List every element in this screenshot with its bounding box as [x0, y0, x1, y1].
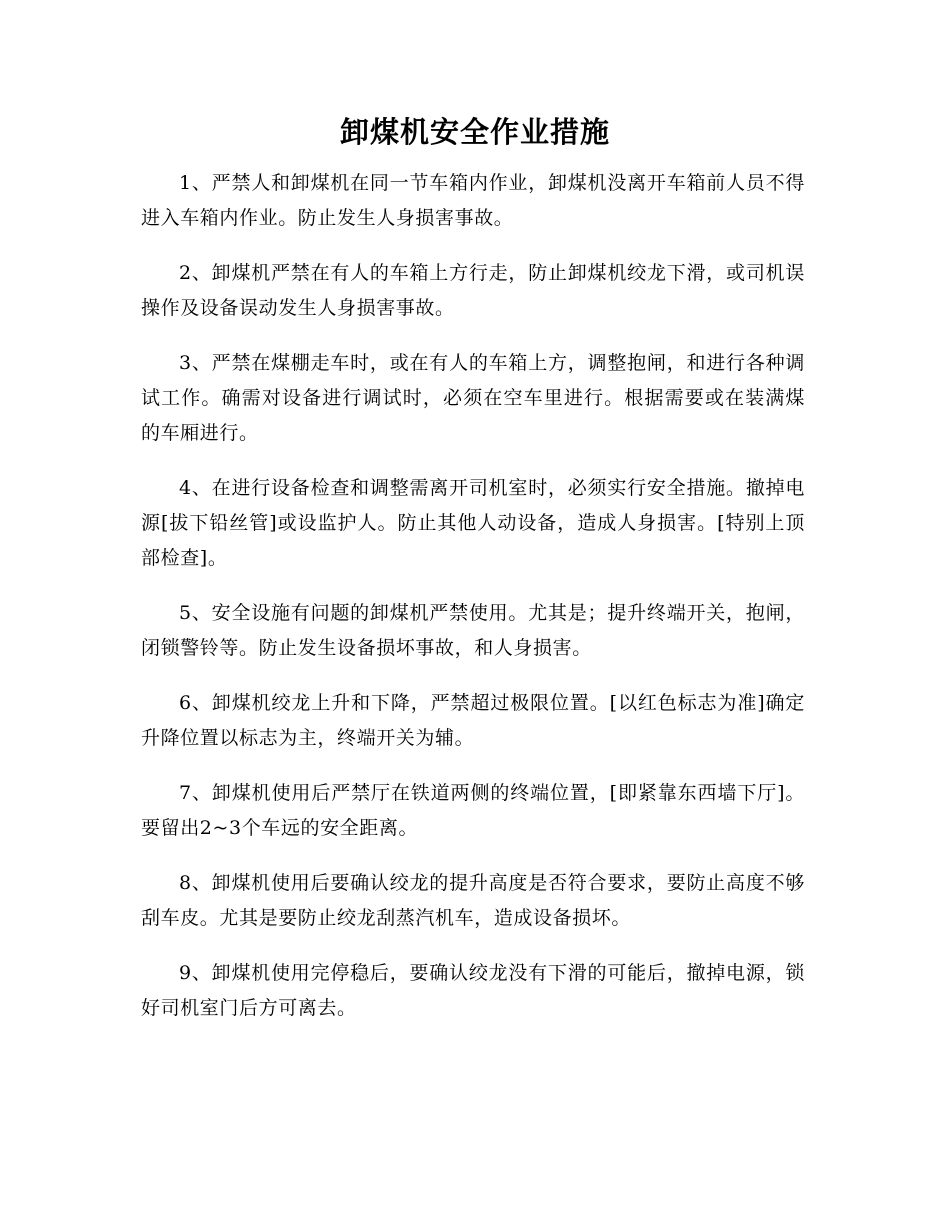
- paragraph-5: 5、安全设施有问题的卸煤机严禁使用。尤其是；提升终端开关，抱闸，闭锁警铃等。防止发生设备损坏事故，和人身损害。: [141, 602, 805, 659]
- paragraph-6: 6、卸煤机绞龙上升和下降，严禁超过极限位置。[以红色标志为准]确定升降位置以标志为主，终端开关为辅。: [141, 692, 805, 749]
- paragraph-2: 2、卸煤机严禁在有人的车箱上方行走，防止卸煤机绞龙下滑，或司机误操作及设备误动发生人身损害事故。: [141, 262, 805, 319]
- paragraph-9: 9、卸煤机使用完停稳后，要确认绞龙没有下滑的可能后，撤掉电源，锁好司机室门后方可离去。: [141, 962, 805, 1019]
- paragraph-1: 1、严禁人和卸煤机在同一节车箱内作业，卸煤机没离开车箱前人员不得进入车箱内作业。防止发生人身损害事故。: [141, 172, 805, 229]
- paragraph-4: 4、在进行设备检查和调整需离开司机室时，必须实行安全措施。撤掉电源[拔下铅丝管]或设监护人。防止其他人动设备，造成人身损害。[特别上顶部检查]。: [141, 477, 805, 569]
- document-title: 卸煤机安全作业措施: [339, 115, 610, 149]
- paragraph-7: 7、卸煤机使用后严禁厅在铁道两侧的终端位置，[即紧靠东西墙下厅]。要留出2~3个车远的安全距离。: [141, 782, 805, 839]
- paragraph-8: 8、卸煤机使用后要确认绞龙的提升高度是否符合要求，要防止高度不够刮车皮。尤其是要防止绞龙刮蒸汽机车，造成设备损坏。: [141, 872, 805, 929]
- paragraph-3: 3、严禁在煤棚走车时，或在有人的车箱上方，调整抱闸，和进行各种调试工作。确需对设备进行调试时，必须在空车里进行。根据需要或在装满煤的车厢进行。: [141, 352, 805, 444]
- document-body: [141, 166, 805, 1046]
